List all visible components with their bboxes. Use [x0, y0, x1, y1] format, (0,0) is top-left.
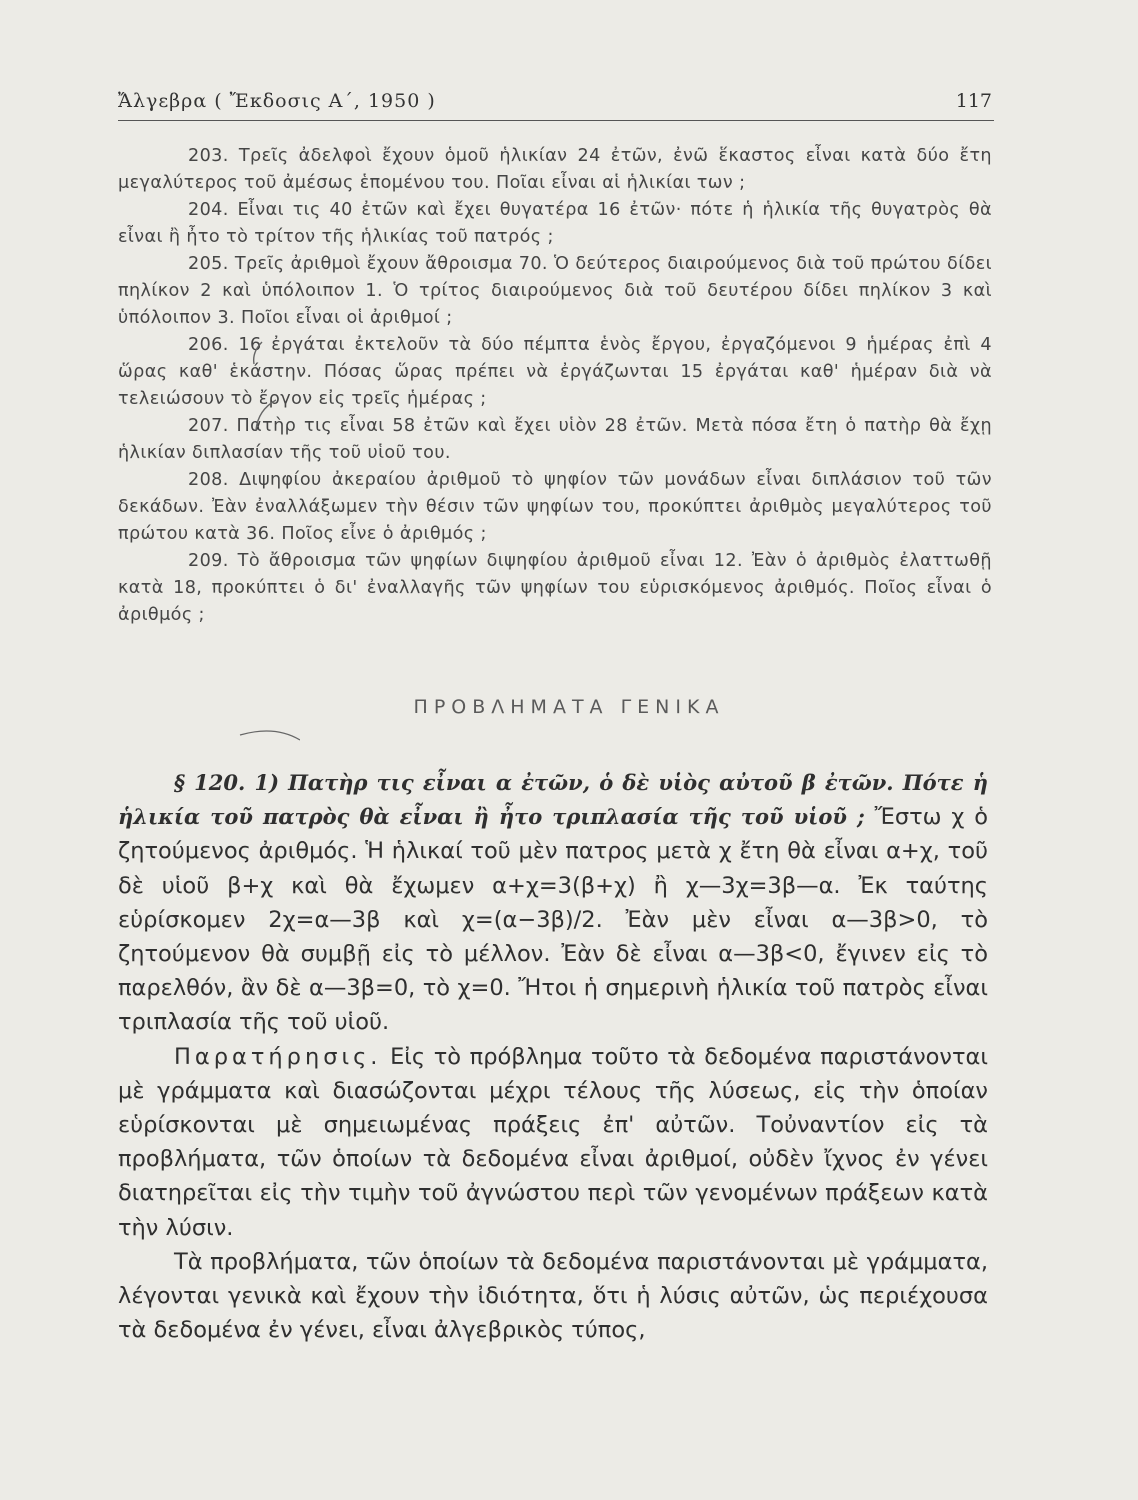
exercise-209: 209. Τὸ ἄθροισμα τῶν ψηφίων διψηφίου ἀριθμοῦ εἶναι 12. Ἐὰν ὁ ἀριθμὸς ἐλαττωθῇ κατὰ 18, προκύπτει ὁ δι' ἐναλλαγῆς τῶν ψηφίων του εὑρισκόμενος ἀριθμός. Ποῖος εἶναι ὁ ἀριθμός ;	[118, 551, 992, 625]
remark-label: Παρατήρησις.	[174, 1043, 382, 1070]
paragraph-120-statement: Πατὴρ τις εἶναι α ἐτῶν, ὁ δὲ υἱὸς αὐτοῦ β ἐτῶν. Πότε ἡ ἡλικία τοῦ πατρὸς θὰ εἶναι ἢ ἦτο τριπλασία τῆς τοῦ υἱοῦ ;	[118, 770, 988, 830]
section-heading: ΠΡΟΒΛΗΜΑΤΑ ΓΕΝΙΚΑ	[413, 696, 725, 718]
exercise-204: 204. Εἶναι τις 40 ἐτῶν καὶ ἔχει θυγατέρα 16 ἐτῶν· πότε ἡ ἡλικία τῆς θυγατρὸς θὰ εἶναι ἢ ἦτο τὸ τρίτον τῆς ἡλικίας τοῦ πατρός ;	[118, 200, 992, 247]
pencil-marks	[180, 330, 300, 800]
paragraph-120-solution: Ἔστω χ ὁ ζητούμενος ἀριθμός. Ἡ ἡλικαί τοῦ μὲν πατρος μετὰ χ ἔτη θὰ εἶναι α+χ, τοῦ δὲ υἱοῦ β+χ καὶ θὰ ἔχωμεν α+χ=3(β+χ) ἢ χ—3χ=3β—α. Ἐκ ταύτης εὑρίσκομεν 2χ=α—3β καὶ χ=(α−3β)/2. Ἐὰν μὲν εἶναι α—3β>0, τὸ ζητούμενον θὰ συμβῇ εἰς τὸ μέλλον. Ἐὰν δὲ εἶναι α—3β<0, ἔγινεν εἰς τὸ παρελθόν, ἂν δὲ α—3β=0, τὸ χ=0. Ἤτοι ἡ σημερινὴ ἡλικία τοῦ πατρὸς εἶναι τριπλασία τῆς τοῦ υἱοῦ.	[118, 804, 988, 1036]
running-header	[118, 86, 994, 121]
page-number: 117	[955, 90, 992, 112]
exercise-203: 203. Τρεῖς ἀδελφοὶ ἔχουν ὁμοῦ ἡλικίαν 24 ἐτῶν, ἐνῶ ἕκαστος εἶναι κατὰ δύο ἔτη μεγαλύτερος τοῦ ἀμέσως ἑπομένου του. Ποῖαι εἶναι αἱ ἡλικίαι των ;	[118, 146, 992, 193]
book-title: Ἄλγεβρα ( Ἔκδοσις Α΄, 1950 )	[118, 90, 436, 112]
exercise-207: 207. Πατὴρ τις εἶναι 58 ἐτῶν καὶ ἔχει υἱὸν 28 ἐτῶν. Μετὰ πόσα ἔτη ὁ πατὴρ θὰ ἔχῃ ἡλικίαν διπλασίαν τῆς τοῦ υἱοῦ του.	[118, 416, 992, 463]
closing-paragraph: Τὰ προβλήματα, τῶν ὁποίων τὰ δεδομένα παριστάνονται μὲ γράμματα, λέγονται γενικὰ καὶ ἔχουν τὴν ἰδιότητα, ὅτι ἡ λύσις αὐτῶν, ὡς περιέχουσα τὰ δεδομένα ἐν γένει, εἶναι ἀλγεβρικὸς τύπος,	[118, 1248, 988, 1344]
paragraph-120	[118, 766, 988, 1040]
remark-text: Εἰς τὸ πρόβλημα τοῦτο τὰ δεδομένα παριστάνονται μὲ γράμματα καὶ διασώζονται μέχρι τέλους τῆς λύσεως, εἰς τὴν ὁποίαν εὑρίσκονται μὲ σημειωμένας πράξεις ἐπ' αὐτῶν. Τοὐναντίον εἰς τὰ προβλήματα, τῶν ὁποίων τὰ δεδομένα εἶναι ἀριθμοί, οὐδὲν ἴχνος ἐν γένει διατηρεῖται εἰς τὴν τιμὴν τοῦ ἀγνώστου περὶ τῶν γενομένων πράξεων κατὰ τὴν λύσιν.	[118, 1043, 988, 1241]
remark-paragraph	[118, 1040, 988, 1245]
paragraph-120-label: § 120. 1)	[174, 770, 280, 795]
exercise-206: 206. 16 ἐργάται ἐκτελοῦν τὰ δύο πέμπτα ἑνὸς ἔργου, ἐργαζόμενοι 9 ἡμέρας ἐπὶ 4 ὥρας καθ' ἑκάστην. Πόσας ὥρας πρέπει νὰ ἐργάζωνται 15 ἐργάται καθ' ἡμέραν διὰ νὰ τελειώσουν τὸ ἔργον εἰς τρεῖς ἡμέρας ;	[118, 335, 992, 409]
exercise-205: 205. Τρεῖς ἀριθμοὶ ἔχουν ἄθροισμα 70. Ὁ δεύτερος διαιρούμενος διὰ τοῦ πρώτου δίδει πηλίκον 2 καὶ ὑπόλοιπον 1. Ὁ τρίτος διαιρούμενος διὰ τοῦ δευτέρου δίδει πηλίκον 3 καὶ ὑπόλοιπον 3. Ποῖοι εἶναι οἱ ἀριθμοί ;	[118, 254, 992, 328]
general-problems-text	[118, 766, 988, 1347]
exercise-208: 208. Διψηφίου ἀκεραίου ἀριθμοῦ τὸ ψηφίον τῶν μονάδων εἶναι διπλάσιον τοῦ τῶν δεκάδων. Ἐὰν ἐναλλάξωμεν τὴν θέσιν τῶν ψηφίων του, προκύπτει ἀριθμὸς μεγαλύτερος τοῦ πρώτου κατὰ 36. Ποῖος εἶνε ὁ ἀριθμός ;	[118, 470, 992, 544]
